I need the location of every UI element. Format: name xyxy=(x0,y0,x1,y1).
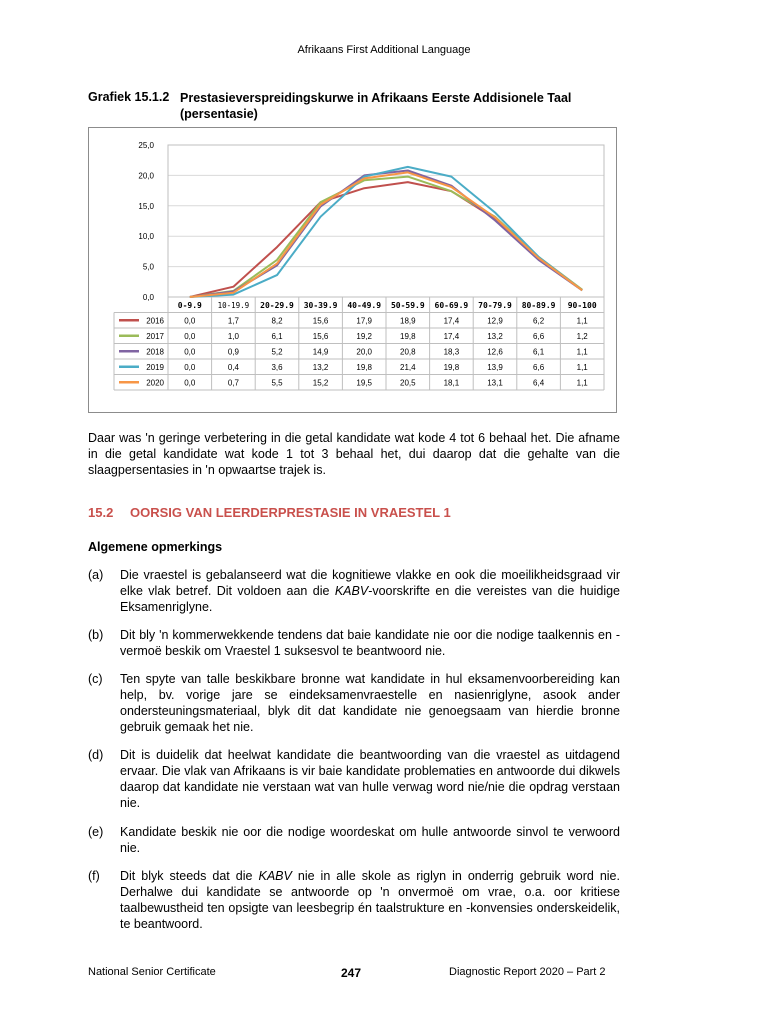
table-cell: 3,6 xyxy=(271,363,283,372)
y-tick-label: 0,0 xyxy=(142,293,154,302)
table-cell: 17,4 xyxy=(443,332,460,341)
category-label: 30-39.9 xyxy=(303,301,338,310)
item-text: Dit blyk steeds dat die KABV nie in alle skole as riglyn in onderrig gebruik word nie. Derhalwe dui kandidate se antwoorde op 'n onvermoë om vrae, o.a. oor kritiese taalbewustheid ten opsigte van leesbegrip én taalstrukture en -konvensies onderskeidelik, te beantwoord. xyxy=(120,869,620,931)
table-cell: 14,9 xyxy=(312,347,329,357)
item-letter: (a) xyxy=(88,568,104,582)
table-cell: 1,2 xyxy=(576,332,588,341)
section-title: OORSIG VAN LEERDERPRESTASIE IN VRAESTEL 1 xyxy=(130,505,451,520)
series-line-2019 xyxy=(190,167,582,297)
footer-left: National Senior Certificate xyxy=(88,966,216,978)
table-cell: 15,6 xyxy=(312,332,329,341)
table-cell: 8,2 xyxy=(271,316,283,326)
intro-paragraph: Daar was 'n geringe verbetering in die getal kandidate wat kode 4 tot 6 behaal het. Die afname in die getal kandidate wat kode 1 tot 3 behaal het, dui daarop dat die gehalte van die slaagpersentasies in 'n opwaartse trajek is. xyxy=(88,431,620,477)
category-label: 90-100 xyxy=(567,301,597,310)
performance-line-chart xyxy=(89,128,618,414)
legend-label: 2016 xyxy=(146,316,164,326)
table-cell: 13,2 xyxy=(312,363,329,372)
footer-right: Diagnostic Report 2020 – Part 2 xyxy=(449,966,606,978)
item-text: Die vraestel is gebalanseerd wat die kognitiewe vlakke en ook die moeilikheidsgraad vir elke vlak betref. Dit voldoen aan die KABV-voorskrifte en die vereistes van die huidige Eksamenriglyne. xyxy=(120,568,621,614)
list-item xyxy=(88,747,620,811)
table-cell: 18,9 xyxy=(400,316,416,326)
table-cell: 6,1 xyxy=(533,347,545,357)
item-letter: (d) xyxy=(88,748,104,762)
chart-frame xyxy=(88,127,617,413)
table-cell: 19,8 xyxy=(400,332,416,341)
table-cell: 0,4 xyxy=(227,363,239,372)
table-cell: 0,0 xyxy=(184,332,196,341)
table-cell: 1,1 xyxy=(576,363,588,372)
y-tick-label: 10,0 xyxy=(138,232,154,242)
subheading: Algemene opmerkings xyxy=(88,540,223,554)
table-cell: 6,4 xyxy=(533,378,545,388)
table-cell: 0,0 xyxy=(184,363,196,372)
legend-label: 2017 xyxy=(146,332,164,341)
running-header: Afrikaans First Additional Language xyxy=(297,44,471,56)
table-cell: 5,5 xyxy=(271,378,283,388)
legend-label: 2018 xyxy=(146,347,164,357)
category-label: 50-59.9 xyxy=(390,301,425,310)
list-item xyxy=(88,868,620,932)
table-cell: 13,2 xyxy=(487,332,503,341)
table-cell: 17,4 xyxy=(443,316,460,326)
list-item xyxy=(88,567,620,615)
table-cell: 0,0 xyxy=(184,378,196,388)
table-cell: 19,5 xyxy=(356,378,372,388)
table-cell: 1,0 xyxy=(227,332,239,341)
table-cell: 20,8 xyxy=(400,347,416,357)
category-label: 80-89.9 xyxy=(521,301,556,310)
item-letter: (e) xyxy=(88,825,104,839)
page-number: 247 xyxy=(341,966,362,980)
item-text: Kandidate beskik nie oor die nodige woordeskat om hulle antwoorde sinvol te verwoord nie. xyxy=(120,825,620,855)
table-cell: 12,6 xyxy=(487,347,503,357)
table-cell: 19,2 xyxy=(356,332,372,341)
table-cell: 17,9 xyxy=(356,316,372,326)
graph-label: Grafiek 15.1.2 xyxy=(88,90,170,104)
item-letter: (c) xyxy=(88,672,103,686)
table-cell: 20,0 xyxy=(356,347,372,357)
item-letter: (f) xyxy=(88,869,100,883)
table-cell: 6,6 xyxy=(533,332,545,341)
y-tick-label: 15,0 xyxy=(138,201,154,211)
list-item xyxy=(88,824,620,856)
table-cell: 1,7 xyxy=(227,316,239,326)
y-tick-label: 5,0 xyxy=(142,262,154,272)
section-number: 15.2 xyxy=(88,505,114,520)
category-label: 10-19.9 xyxy=(217,301,250,310)
table-cell: 13,1 xyxy=(487,378,503,388)
plot-area xyxy=(168,145,604,297)
y-tick-label: 20,0 xyxy=(138,171,154,181)
table-cell: 6,1 xyxy=(271,332,283,341)
table-cell: 18,3 xyxy=(443,347,460,357)
list-item xyxy=(88,627,620,659)
category-label: 20-29.9 xyxy=(260,301,294,310)
table-cell: 12,9 xyxy=(487,316,503,326)
table-cell: 1,1 xyxy=(576,378,588,388)
legend-label: 2019 xyxy=(146,363,164,372)
y-tick-label: 25,0 xyxy=(138,141,154,150)
category-label: 70-79.9 xyxy=(478,301,512,310)
category-label: 40-49.9 xyxy=(347,301,382,310)
table-cell: 0,9 xyxy=(227,347,239,357)
table-cell: 6,6 xyxy=(533,363,545,372)
table-cell: 15,6 xyxy=(312,316,329,326)
series-line-2020 xyxy=(190,172,582,297)
table-cell: 5,2 xyxy=(271,347,283,357)
table-cell: 19,8 xyxy=(356,363,372,372)
legend-label: 2020 xyxy=(146,378,164,388)
table-cell: 0,0 xyxy=(184,316,196,326)
table-cell: 6,2 xyxy=(533,316,545,326)
item-text: Ten spyte van talle beskikbare bronne wat kandidate in hul eksamenvoorbereiding kan help, bv. vorige jare se eindeksamenvraestelle en nasienriglyne, asook ander ondersteuningsmateriaal, blyk dit dat kandidate nie genoegsaam van hierdie bronne gebruik gemaak het nie. xyxy=(120,672,620,734)
item-text: Dit is duidelik dat heelwat kandidate die beantwoording van die vraestel as uitdagend ervaar. Die vlak van Afrikaans is vir baie kandidate problematies en antwoorde dui dikwels daarop dat kandidate nie verstaan wat van hulle verwag word nie/nie die opdrag verstaan nie. xyxy=(120,748,620,810)
graph-title-text: Prestasieverspreidingskurwe in Afrikaans Eerste Addisionele Taal (persentasie) xyxy=(180,91,572,121)
table-cell: 21,4 xyxy=(400,363,416,372)
category-label: 0-9.9 xyxy=(177,301,202,310)
table-cell: 13,9 xyxy=(487,363,503,372)
series-line-2017 xyxy=(190,177,582,297)
table-cell: 18,1 xyxy=(443,378,460,388)
table-cell: 20,5 xyxy=(400,378,416,388)
table-cell: 0,7 xyxy=(227,378,239,388)
series-line-2018 xyxy=(190,171,582,298)
table-cell: 1,1 xyxy=(576,316,588,326)
category-label: 60-69.9 xyxy=(434,301,469,310)
item-text: Dit bly 'n kommerwekkende tendens dat baie kandidate nie oor die nodige taalkennis en -vermoë beskik om Vraestel 1 suksesvol te beantwoord nie. xyxy=(120,628,620,658)
table-cell: 0,0 xyxy=(184,347,196,357)
table-cell: 1,1 xyxy=(576,347,588,357)
item-letter: (b) xyxy=(88,628,104,642)
table-cell: 19,8 xyxy=(443,363,460,372)
list-item xyxy=(88,671,620,735)
table-cell: 15,2 xyxy=(312,378,329,388)
